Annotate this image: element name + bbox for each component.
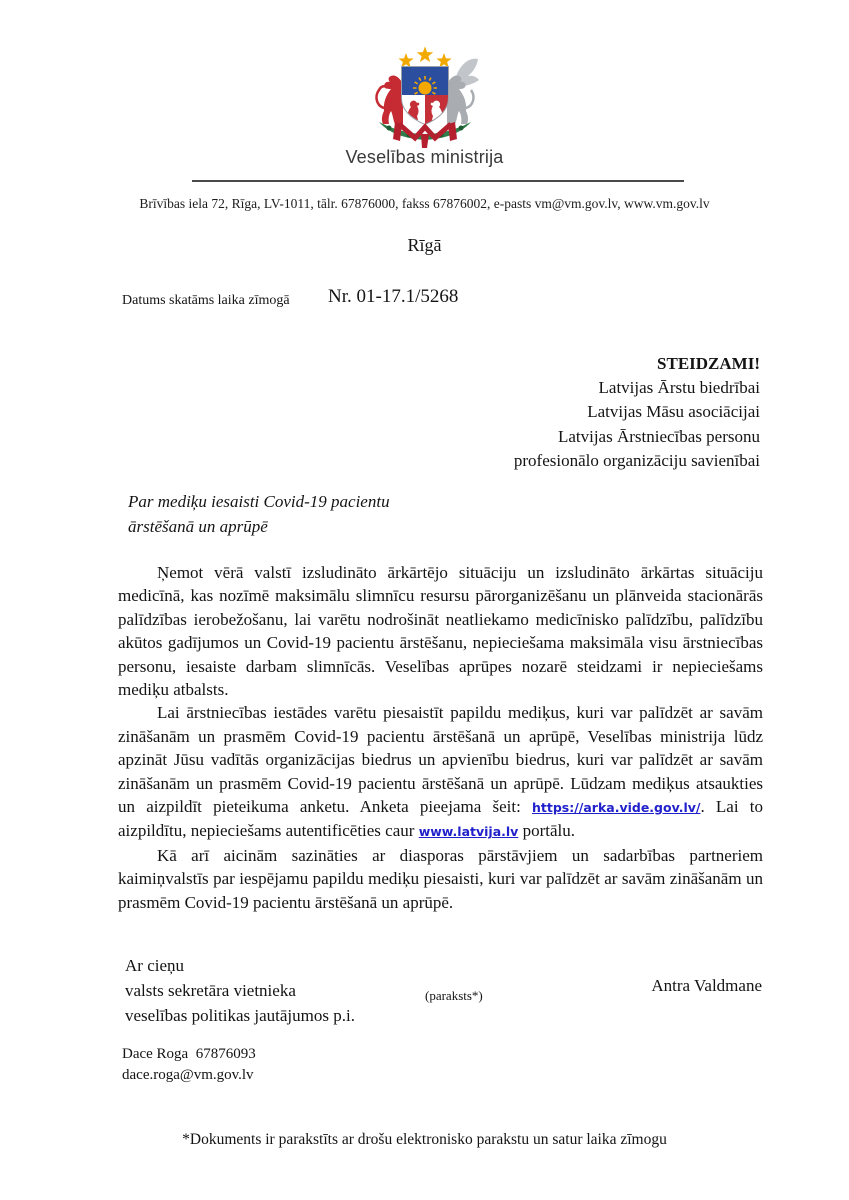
emblem-lion-supporter — [376, 75, 402, 124]
contact-name-phone: Dace Roga 67876093 — [122, 1046, 256, 1062]
recipient-line: profesionālo organizāciju savienībai — [513, 450, 760, 470]
latvija-lv-link[interactable]: www.latvija.lv — [418, 824, 519, 840]
emblem-shield — [402, 67, 448, 125]
address-line: Brīvības iela 72, Rīga, LV-1011, tālr. 67876000, fakss 67876002, e-pasts vm@vm.gov.lv, www.vm.gov.lv — [139, 196, 710, 211]
paragraph-3: Kā arī aicinām sazināties ar diasporas pārstāvjiem un sadarbības partneriem kaimiņvalstīs par iespējamu papildu mediķu piesaisti, kuri var palīdzēt ar savām zināšanām un prasmēm Covid-19 pacientu ārstēšanā un aprūpē. — [118, 845, 763, 912]
paragraph-2 — [118, 701, 763, 843]
signer-name: Antra Valdmane — [651, 976, 762, 995]
paragraph-2-text: portālu. — [518, 821, 575, 841]
recipient-line: Latvijas Māsu asociācijai — [587, 402, 760, 422]
recipient-line: Latvijas Ārstniecības personu — [557, 426, 760, 446]
footer-note: *Dokuments ir parakstīts ar drošu elektronisko parakstu un satur laika zīmogu — [182, 1131, 667, 1148]
emblem-griffin-supporter — [447, 59, 479, 124]
anketa-link[interactable]: https://arka.vide.gov.lv/ — [531, 800, 701, 816]
subject-block — [128, 489, 390, 539]
signature-note: (paraksts*) — [425, 988, 483, 1003]
recipients-block — [514, 352, 760, 473]
latvia-coat-of-arms-icon — [359, 44, 491, 150]
emblem-stars — [398, 46, 451, 67]
document-number: Nr. 01-17.1/5268 — [328, 286, 459, 307]
document-header — [0, 44, 849, 150]
signature-block — [125, 953, 355, 1028]
subject-line-1: Par mediķu iesaisti Covid-19 pacientu — [128, 492, 390, 511]
signature-title-2: veselības politikas jautājumos p.i. — [125, 1006, 355, 1025]
contact-email: dace.roga@vm.gov.lv — [122, 1067, 254, 1083]
city-label: Rīgā — [407, 235, 442, 255]
ministry-name: Veselības ministrija — [345, 147, 504, 167]
signature-title-1: valsts sekretāra vietnieka — [125, 981, 296, 1000]
paragraph-2-text: . Lai to aizpildītu, nepieciešams autentificēties caur — [118, 797, 763, 841]
subject-line-2: ārstēšanā un aprūpē — [128, 517, 268, 536]
letter-body — [118, 561, 763, 914]
recipient-line: Latvijas Ārstu biedrībai — [598, 378, 760, 398]
signature-salutation: Ar cieņu — [125, 956, 185, 975]
contact-block — [122, 1044, 256, 1086]
header-divider — [192, 180, 684, 182]
urgent-label: STEIDZAMI! — [657, 354, 760, 373]
paragraph-2-text: Lai ārstniecības iestādes varētu piesaistīt papildu mediķus, kuri var palīdzēt ar savām zināšanām un prasmēm Covid-19 pacientu ārstēšanā un aprūpē, Veselības ministrija lūdz apzināt Jūsu vadītās organizācijas biedrus un apvienību biedrus, kuri var palīdzēt ar savām zināšanām un prasmēm Covid-19 pacientu ārstēšanā un aprūpē. Lūdzam mediķus atsaukties un aizpildīt pieteikuma anketu. Anketa pieejama šeit: — [118, 703, 763, 817]
date-note: Datums skatāms laika zīmogā — [122, 293, 290, 308]
paragraph-1: Ņemot vērā valstī izsludināto ārkārtējo situāciju un izsludināto ārkārtas situāciju medicīnā, kas nozīmē maksimālu slimnīcu resursu pārorganizēšanu un plānveida stacionārās palīdzības ierobežošanu, lai varētu nodrošināt neatliekamo medicīnisko palīdzību, palīdzību akūtos gadījumos un Covid-19 pacientu ārstēšanu, nepieciešama maksimāla visu ārstniecības personu, iesaiste darbam slimnīcās. Veselības aprūpes nozarē steidzami ir nepieciešams mediķu atbalsts. — [118, 563, 763, 700]
